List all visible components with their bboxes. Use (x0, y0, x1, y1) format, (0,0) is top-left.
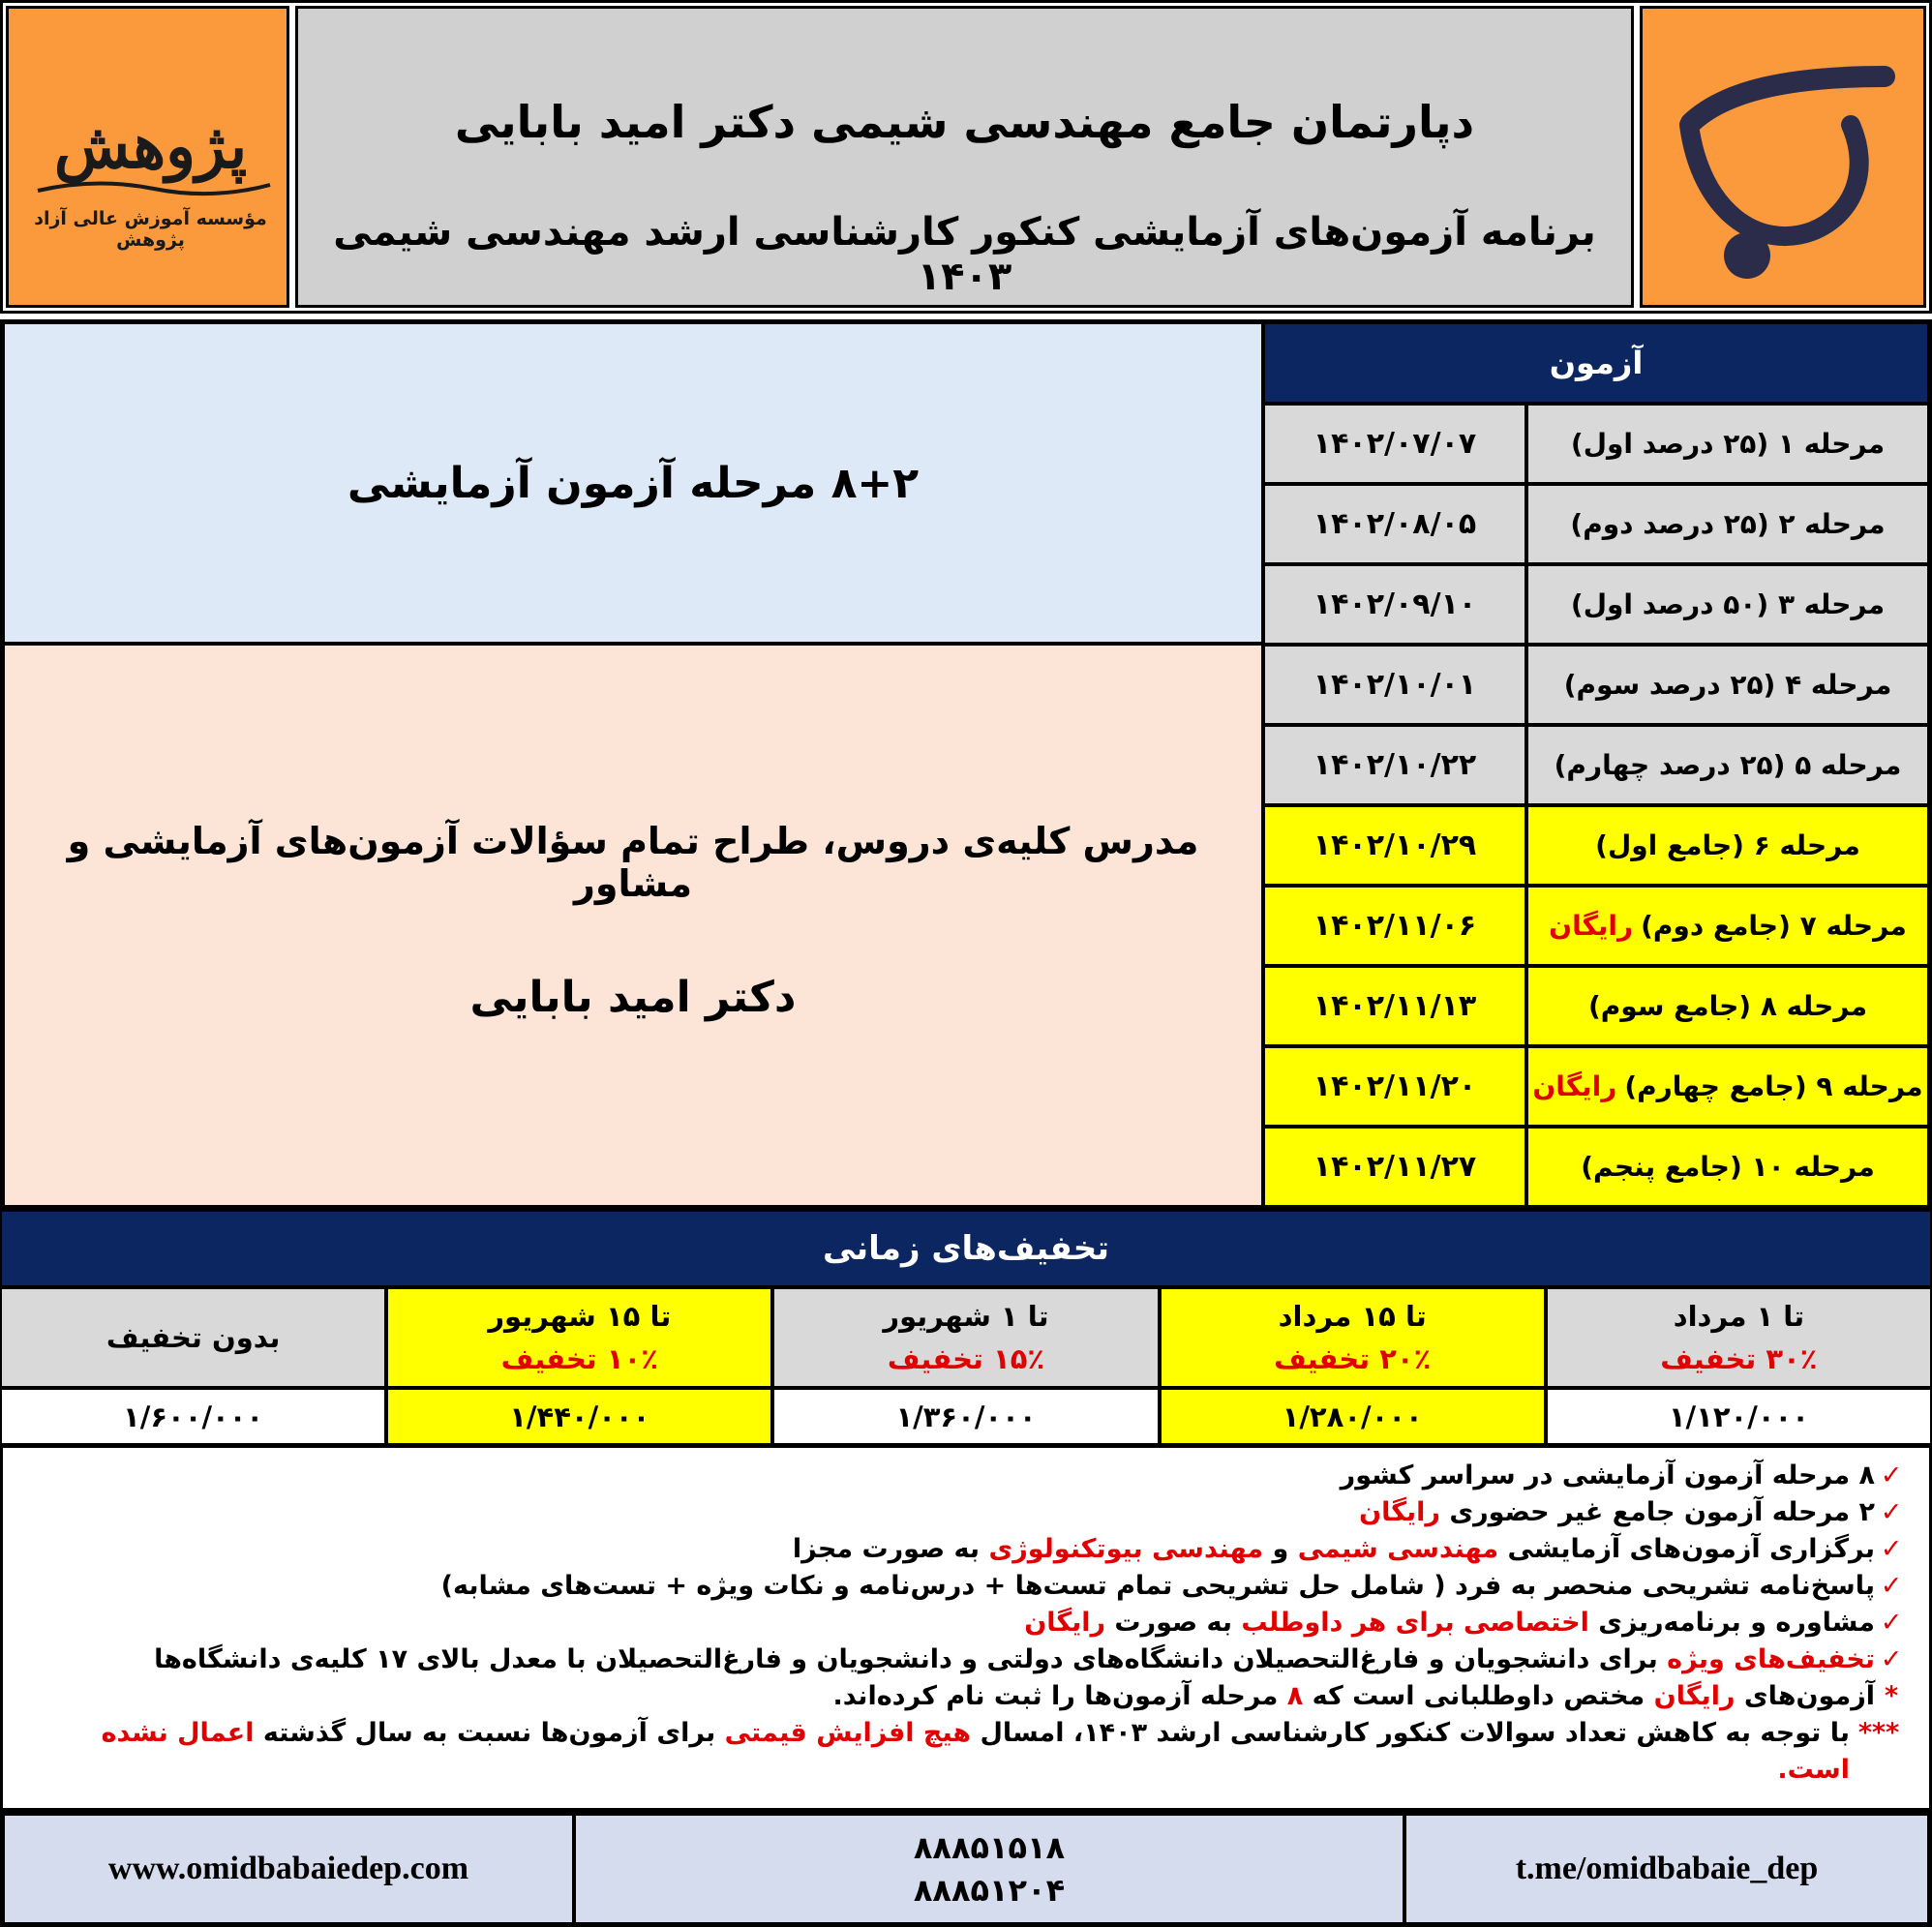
exam-date-cell: ۱۴۰۲/۱۰/۰۱ (1263, 645, 1526, 725)
exam-stage-cell: مرحله ۴ (۲۵ درصد سوم) (1526, 645, 1929, 725)
babaie-logo-panel (1640, 6, 1926, 308)
exam-date-cell: ۱۴۰۲/۱۱/۲۰ (1263, 1046, 1526, 1127)
free-badge: رایگان (1549, 910, 1634, 942)
note-item: * آزمون‌های رایگان مختص داوطلبانی است که ۸ مرحله آزمون‌ها را ثبت نام کرده‌اند. (24, 1678, 1908, 1715)
discount-percent: ۲۰٪ تخفیف (1274, 1342, 1432, 1375)
discount-price-cell: ۱/۳۶۰/۰۰۰ (772, 1388, 1159, 1445)
exam-date-cell: ۱۴۰۲/۰۹/۱۰ (1263, 564, 1526, 645)
pajouhesh-logo-caption: مؤسسه آموزش عالی آزاد پژوهش (34, 208, 267, 251)
phone-numbers (574, 1814, 1404, 1924)
website-link[interactable]: www.omidbabaiedep.com (3, 1814, 574, 1924)
exam-table-header: آزمون (1263, 322, 1929, 404)
teacher-info-box (3, 644, 1263, 1207)
discount-price-cell: ۱/۲۸۰/۰۰۰ (1160, 1388, 1546, 1445)
exam-stage-cell: مرحله ۹ (جامع چهارم) رایگان (1526, 1046, 1929, 1127)
note-item: *** با توجه به کاهش تعداد سوالات کنکور کارشناسی ارشد ۱۴۰۳، امسال هیچ افزایش قیمتی برای آزمون‌ها نسبت به سال گذشته اعمال نشده است. (24, 1715, 1908, 1789)
note-item: ✓ مشاوره و برنامه‌ریزی اختصاصی برای هر داوطلب به صورت رایگان (24, 1605, 1908, 1641)
exam-stage-cell: مرحله ۳ (۵۰ درصد اول) (1526, 564, 1929, 645)
discount-deadline-cell: تا ۱۵ شهریور ۱۰٪ تخفیف (386, 1287, 772, 1388)
phone-1[interactable]: ۸۸۸۵۱۵۱۸ (913, 1829, 1066, 1866)
notes-box (0, 1445, 1932, 1811)
exam-date-cell: ۱۴۰۲/۱۰/۲۲ (1263, 725, 1526, 805)
check-icon: ✓ (1880, 1644, 1903, 1674)
notes-list (24, 1458, 1908, 1789)
page-title: دپارتمان جامع مهندسی شیمی دکتر امید بابایی (454, 96, 1475, 148)
exam-date-cell: ۱۴۰۲/۰۸/۰۵ (1263, 484, 1526, 564)
teacher-role: مدرس کلیه‌ی دروس، طراح تمام سؤالات آزمون‌های آزمایشی و مشاور (67, 819, 1199, 905)
note-item: ✓ برگزاری آزمون‌های آزمایشی مهندسی شیمی و مهندسی بیوتکنولوژی به صورت مجزا (24, 1531, 1908, 1568)
check-icon: ✓ (1880, 1534, 1903, 1564)
teacher-name: دکتر امید بابایی (469, 972, 797, 1022)
discount-price-cell: ۱/۶۰۰/۰۰۰ (0, 1388, 386, 1445)
stages-summary: ۸+۲ مرحله آزمون آزمایشی (347, 458, 920, 508)
discounts-header: تخفیف‌های زمانی (0, 1210, 1932, 1287)
stages-summary-box (3, 322, 1263, 644)
check-icon: ✓ (1880, 1497, 1903, 1527)
exam-date-cell: ۱۴۰۲/۱۱/۱۳ (1263, 966, 1526, 1046)
header-title-panel (295, 6, 1634, 308)
discount-deadline-cell: بدون تخفیف (0, 1287, 386, 1388)
page-subtitle: برنامه آزمون‌های آزمایشی کنکور کارشناسی ارشد مهندسی شیمی ۱۴۰۳ (333, 210, 1596, 299)
exam-date-cell: ۱۴۰۲/۰۷/۰۷ (1263, 404, 1526, 484)
exam-stage-cell: مرحله ۶ (جامع اول) (1526, 805, 1929, 886)
discount-price-cell: ۱/۴۴۰/۰۰۰ (386, 1388, 772, 1445)
exam-stage-cell: مرحله ۱ (۲۵ درصد اول) (1526, 404, 1929, 484)
discount-price-cell: ۱/۱۲۰/۰۰۰ (1546, 1388, 1932, 1445)
telegram-link[interactable]: t.me/omidbabaie_dep (1404, 1814, 1929, 1924)
check-icon: ✓ (1880, 1460, 1903, 1490)
exam-date-cell: ۱۴۰۲/۱۱/۲۷ (1263, 1127, 1526, 1207)
exam-stage-cell: مرحله ۵ (۲۵ درصد چهارم) (1526, 725, 1929, 805)
discount-percent: ۱۵٪ تخفیف (887, 1342, 1045, 1375)
pajouhesh-logo-swash-icon (9, 173, 292, 202)
check-icon: ✓ (1880, 1608, 1903, 1638)
pajouhesh-logo-wordmark: پژوهش (53, 110, 248, 183)
note-item: ✓ تخفیف‌های ویژه برای دانشجویان و فارغ‌التحصیلان دانشگاه‌های دولتی و دانشجویان و فارغ‌التحصیلان با معدل بالای ۱۷ کلیه‌ی دانشگاه‌ها (24, 1641, 1908, 1678)
note-item: ✓ ۸ مرحله آزمون آزمایشی در سراسر کشور (24, 1458, 1908, 1494)
exam-stage-cell: مرحله ۸ (جامع سوم) (1526, 966, 1929, 1046)
babaie-logo-icon (1643, 9, 1923, 305)
discount-deadline-cell: تا ۱ مرداد ۳۰٪ تخفیف (1546, 1287, 1932, 1388)
discount-deadline-cell: تا ۱ شهریور ۱۵٪ تخفیف (772, 1287, 1159, 1388)
note-item: ✓ ۲ مرحله آزمون جامع غیر حضوری رایگان (24, 1494, 1908, 1531)
phone-2[interactable]: ۸۸۸۵۱۲۰۴ (913, 1872, 1066, 1909)
pajouhesh-logo-panel (6, 6, 289, 308)
discount-percent: ۱۰٪ تخفیف (500, 1342, 658, 1375)
free-badge: رایگان (1532, 1070, 1617, 1102)
check-icon: ✓ (1880, 1571, 1903, 1601)
asterisk-icon: *** (1857, 1718, 1900, 1748)
exam-stage-cell: مرحله ۷ (جامع دوم) رایگان (1526, 886, 1929, 966)
exam-date-cell: ۱۴۰۲/۱۱/۰۶ (1263, 886, 1526, 966)
exam-date-cell: ۱۴۰۲/۱۰/۲۹ (1263, 805, 1526, 886)
exam-stage-cell: مرحله ۲ (۲۵ درصد دوم) (1526, 484, 1929, 564)
discount-deadline-cell: تا ۱۵ مرداد ۲۰٪ تخفیف (1160, 1287, 1546, 1388)
exam-stage-cell: مرحله ۱۰ (جامع پنجم) (1526, 1127, 1929, 1207)
note-item: ✓ پاسخ‌نامه تشریحی منحصر به فرد ( شامل حل تشریحی تمام تست‌ها + درس‌نامه و نکات ویژه + تست‌های مشابه) (24, 1568, 1908, 1605)
asterisk-icon: * (1884, 1681, 1899, 1711)
discount-percent: ۳۰٪ تخفیف (1660, 1342, 1818, 1375)
